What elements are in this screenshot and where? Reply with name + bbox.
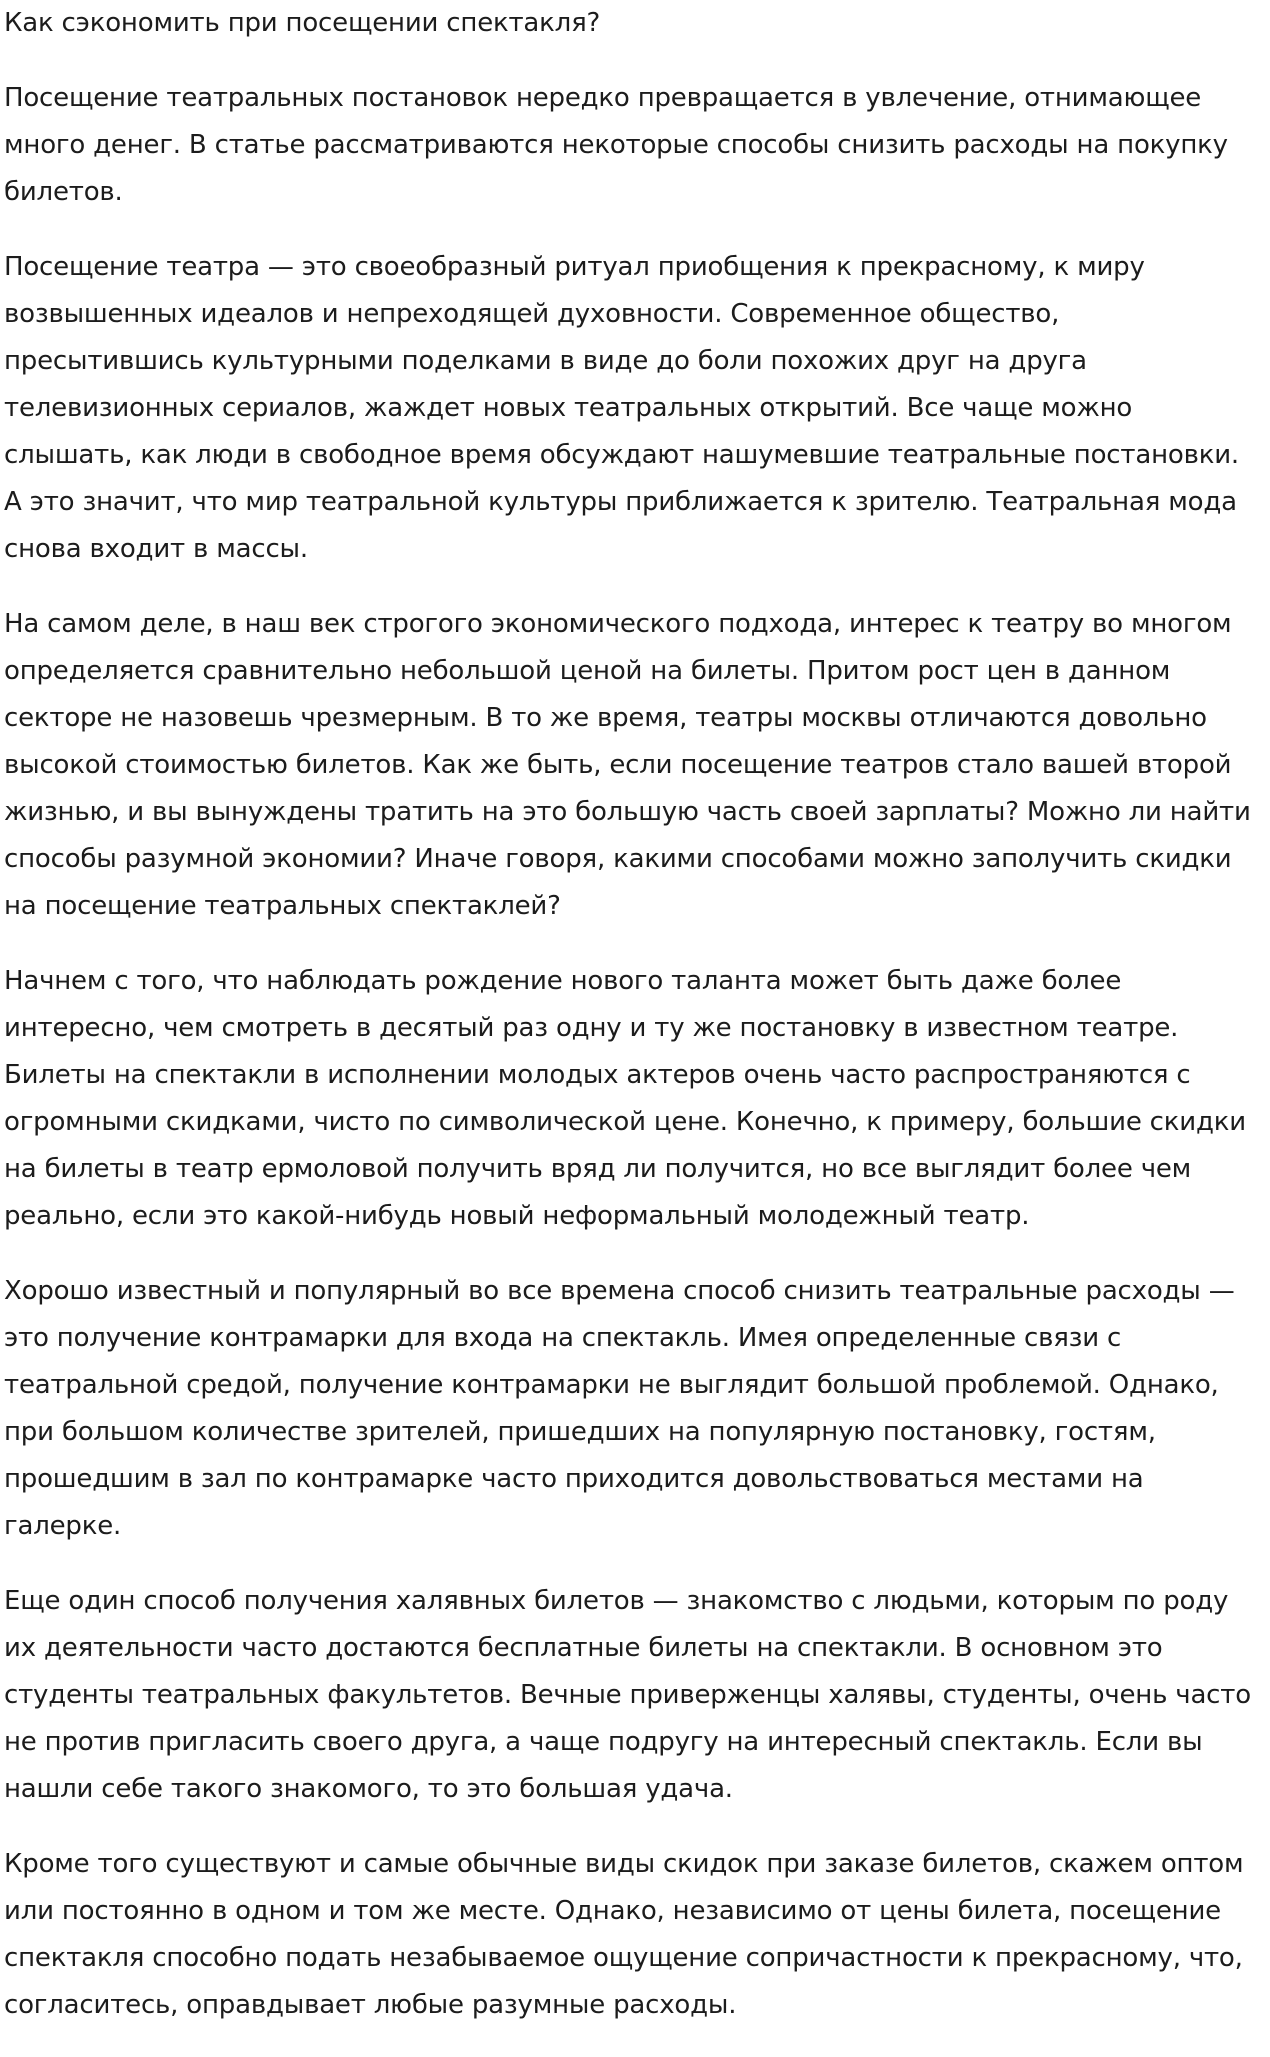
article-paragraph: На самом деле, в наш век строгого экономического подхода, интерес к театру во многом определяется сравнительно небольшой ценой на билеты. Притом рост цен в данном секторе не назовешь чрезмерным. В то же время, театры москвы отличаются довольно высокой стоимостью билетов. Как же быть, если посещение театров стало вашей второй жизнью, и вы вынуждены тратить на это большую часть своей зарплаты? Можно ли найти способы разумной экономии? Иначе говоря, какими способами можно заполучить скидки на посещение театральных спектаклей? — [4, 609, 1251, 921]
article-paragraph: Начнем с того, что наблюдать рождение нового таланта может быть даже более интересно, чем смотреть в десятый раз одну и ту же постановку в известном театре. Билеты на спектакли в исполнении молодых актеров очень часто распространяются с огромными скидками, чисто по символической цене. Конечно, к примеру, большие скидки на билеты в театр ермоловой получить вряд ли получится, но все выглядит более чем реально, если это какой-нибудь новый неформальный молодежный театр. — [4, 966, 1246, 1231]
article-title: Как сэкономить при посещении спектакля? — [4, 8, 601, 38]
article-paragraph: Хорошо известный и популярный во все времена способ снизить театральные расходы — это получение контрамарки для входа на спектакль. Имея определенные связи с театральной средой, получение контрамарки не выглядит большой проблемой. Однако, при большом количестве зрителей, пришедших на популярную постановку, гостям, прошедшим в зал по контрамарке часто приходится довольствоваться местами на галерке. — [4, 1276, 1235, 1541]
article-paragraph-conclusion: Кроме того существуют и самые обычные виды скидок при заказе билетов, скажем оптом или постоянно в одном и том же месте. Однако, независимо от цены билета, посещение спектакля способно подать незабываемое ощущение сопричастности к прекрасному, что, согласитесь, оправдывает любые разумные расходы. — [4, 1849, 1244, 2020]
article-paragraph-intro: Посещение театральных постановок нередко превращается в увлечение, отнимающее много денег. В статье рассматриваются некоторые способы снизить расходы на покупку билетов. — [4, 83, 1228, 207]
article-paragraph: Посещение театра — это своеобразный ритуал приобщения к прекрасному, к миру возвышенных идеалов и непреходящей духовности. Современное общество, пресытившись культурными поделками в виде до боли похожих друг на друга телевизионных сериалов, жаждет новых театральных открытий. Все чаще можно слышать, как люди в свободное время обсуждают нашумевшие театральные постановки. А это значит, что мир театральной культуры приближается к зрителю. Театральная мода снова входит в массы. — [4, 252, 1239, 564]
article-paragraph: Еще один способ получения халявных билетов — знакомство с людьми, которым по роду их деятельности часто достаются бесплатные билеты на спектакли. В основном это студенты театральных факультетов. Вечные приверженцы халявы, студенты, очень часто не против пригласить своего друга, а чаще подругу на интересный спектакль. Если вы нашли себе такого знакомого, то это большая удача. — [4, 1586, 1251, 1804]
